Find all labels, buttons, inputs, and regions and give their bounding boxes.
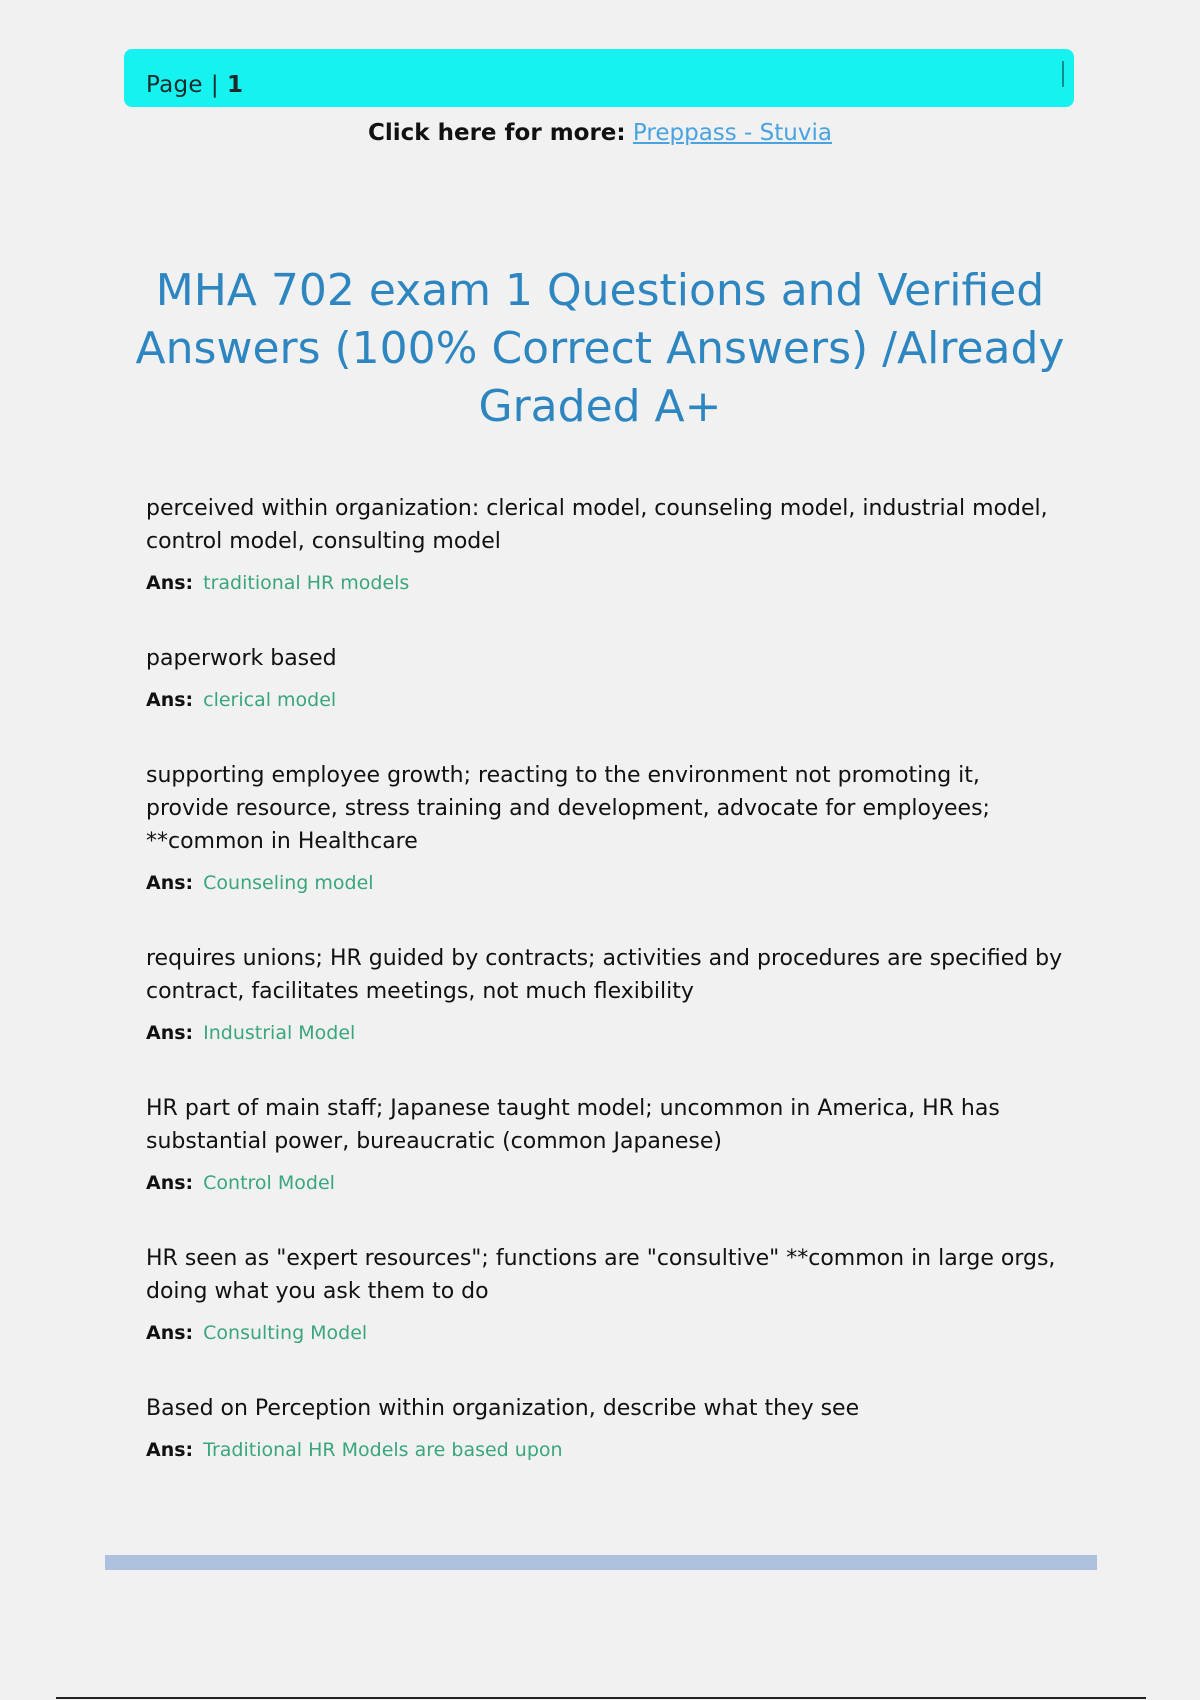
qa-question: requires unions; HR guided by contracts; activities and procedures are specified by contract, facilitates meetings, not much flexibility <box>146 946 1063 1004</box>
answer-label: Ans: <box>146 1322 194 1344</box>
qa-item <box>146 492 1066 596</box>
more-link[interactable]: Preppass - Stuvia <box>632 120 832 146</box>
footer-bar <box>105 1555 1097 1570</box>
answer-label: Ans: <box>146 572 194 594</box>
qa-question: perceived within organization: clerical model, counseling model, industrial model, control model, consulting model <box>146 496 1048 554</box>
answer-text: Control Model <box>203 1172 335 1194</box>
page-number: 1 <box>226 72 244 98</box>
qa-item <box>146 1242 1066 1346</box>
bottom-rule <box>56 1697 1146 1699</box>
qa-question: supporting employee growth; reacting to the environment not promoting it, provide resource, stress training and development, advocate for employees; **common in Healthcare <box>146 763 990 854</box>
qa-answer <box>146 1437 1066 1463</box>
answer-text: Counseling model <box>203 872 374 894</box>
qa-answer <box>146 1020 1066 1046</box>
answer-text: Industrial Model <box>203 1022 356 1044</box>
page-separator: | <box>210 72 219 98</box>
qa-answer <box>146 870 1066 896</box>
qa-answer <box>146 1320 1066 1346</box>
answer-text: Traditional HR Models are based upon <box>203 1439 563 1461</box>
answer-text: Consulting Model <box>203 1322 368 1344</box>
page-word: Page <box>146 72 203 98</box>
more-line <box>0 120 1200 146</box>
page-header-banner <box>124 49 1074 107</box>
answer-text: clerical model <box>203 689 337 711</box>
header-edge-divider <box>1062 61 1064 87</box>
answer-label: Ans: <box>146 689 194 711</box>
page-number-label <box>146 72 243 98</box>
qa-list <box>146 492 1066 1509</box>
qa-item <box>146 642 1066 713</box>
qa-question: Based on Perception within organization, describe what they see <box>146 1396 860 1421</box>
more-label: Click here for more: <box>368 120 626 146</box>
qa-item <box>146 942 1066 1046</box>
qa-item <box>146 759 1066 896</box>
qa-item <box>146 1092 1066 1196</box>
qa-answer <box>146 570 1066 596</box>
answer-label: Ans: <box>146 1022 194 1044</box>
qa-answer <box>146 687 1066 713</box>
qa-question: HR part of main staff; Japanese taught model; uncommon in America, HR has substantial power, bureaucratic (common Japanese) <box>146 1096 1000 1154</box>
qa-question: paperwork based <box>146 646 337 671</box>
answer-label: Ans: <box>146 1439 194 1461</box>
document-title: MHA 702 exam 1 Questions and Verified Answers (100% Correct Answers) /Already Graded A+ <box>135 265 1065 432</box>
qa-item <box>146 1392 1066 1463</box>
answer-text: traditional HR models <box>203 572 410 594</box>
qa-question: HR seen as "expert resources"; functions are "consultive" **common in large orgs, doing what you ask them to do <box>146 1246 1056 1304</box>
qa-answer <box>146 1170 1066 1196</box>
answer-label: Ans: <box>146 1172 194 1194</box>
answer-label: Ans: <box>146 872 194 894</box>
